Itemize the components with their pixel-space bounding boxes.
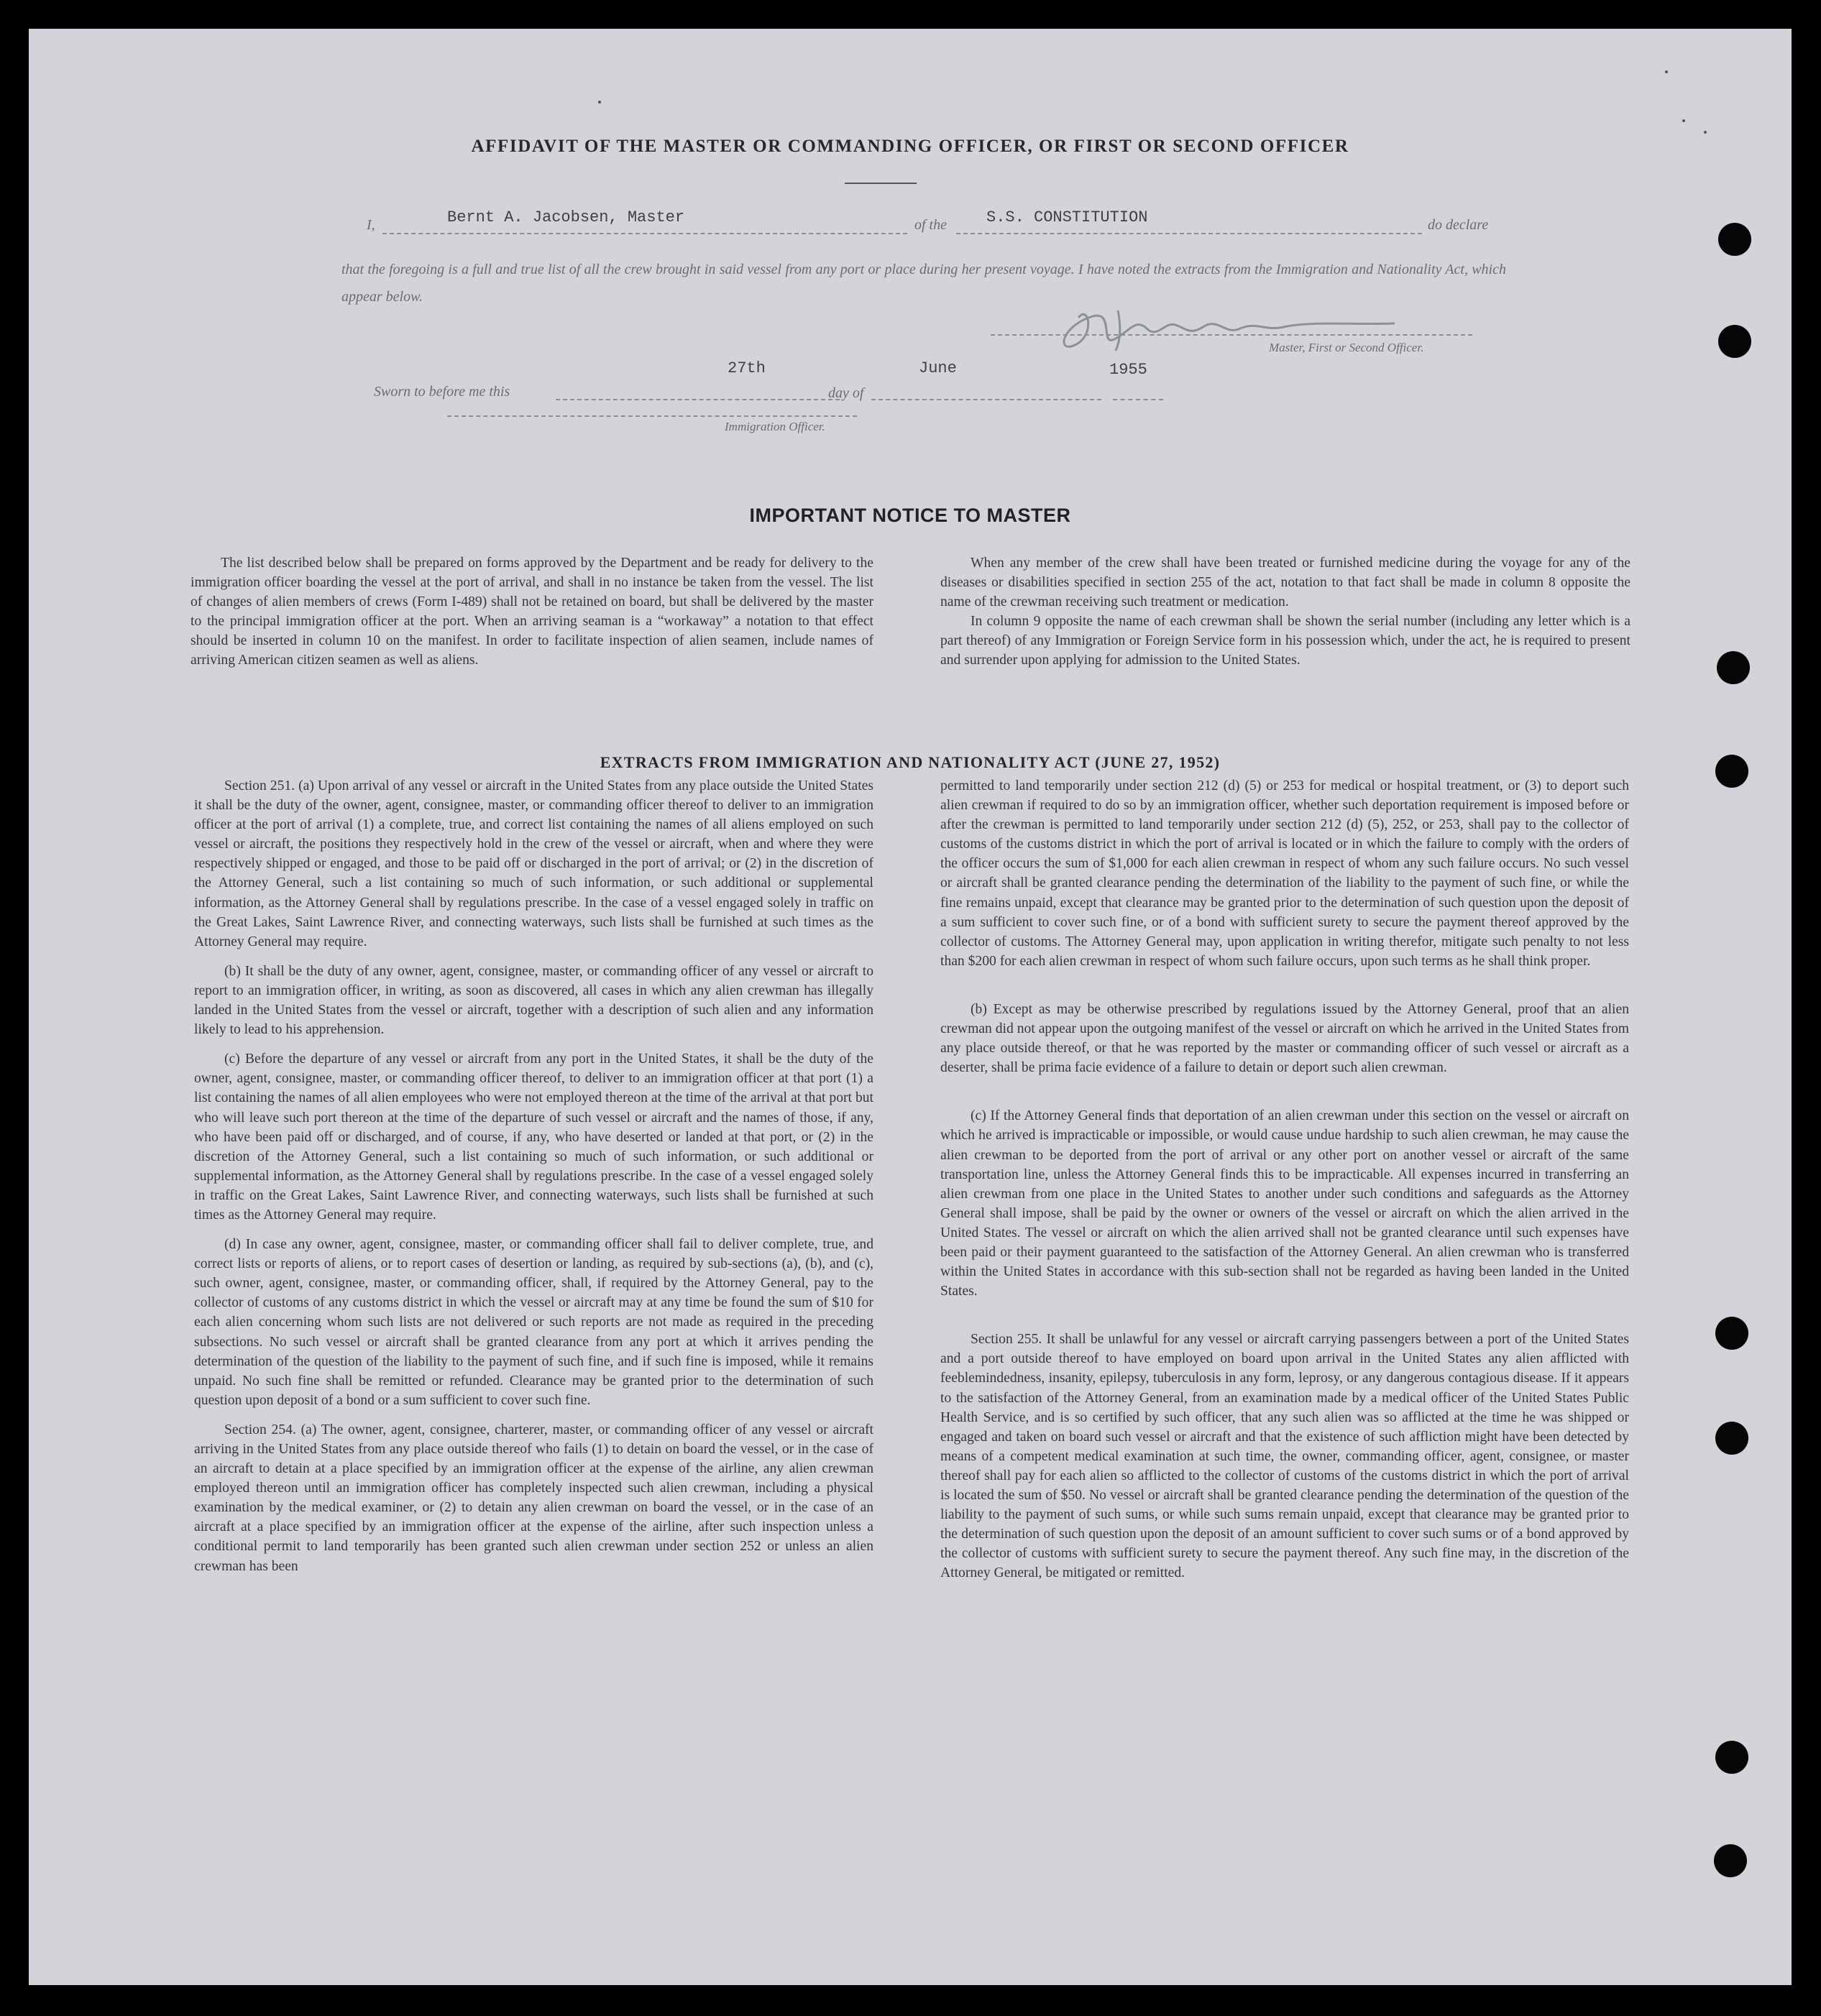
i-label: I, — [367, 217, 375, 233]
immigration-officer-line — [447, 415, 857, 417]
binder-hole — [1715, 1741, 1748, 1774]
notice-left-column — [191, 553, 873, 671]
notice-paragraph: The list described below shall be prepared on forms approved by the Department and be ready for delivery to the immigration officer boarding the vessel at the port of arrival, and shall in no instance be taken from the vessel. The list of changes of alien members of crews (Form I-489) shall not be retained on board, but shall be delivered by the master to the principal immigration officer at the port. When an arriving seaman is a “workaway” a notation to that effect should be inserted in column 10 on the manifest. In order to facilitate inspection of alien seamen, include names of arriving American citizen seamen as well as aliens. — [191, 556, 873, 668]
title-rule — [845, 183, 917, 184]
speck — [598, 101, 601, 103]
statute-paragraph: Section 255. It shall be unlawful for any vessel or aircraft carrying passengers between a port of the United States and a port outside thereof to have employed on board upon arrival in the United States any alien afflicted with feeblemindedness, insanity, epilepsy, tuberculosis in any form, leprosy, or any dangerous contagious disease. If it appears to the satisfaction of the Attorney General, from an examination made by a medical officer of the United States Public Health Service, and is so certified by such officer, that any such alien was so afflicted at the time he was shipped or engaged and taken on board such vessel or aircraft and that the existence of such affliction might have been detected by means of a competent medical examination at such time, the owner, commanding officer, agent, consignee, or master thereof shall pay for each alien so afflicted to the collector of customs of the customs district in which the port of arrival is located the sum of $50. No vessel or aircraft shall be granted clearance pending the determination of the question of the liability to the payment of such sums, or while such sums remain unpaid, except that clearance may be granted prior to the determination of such question upon the deposit of an amount sufficient to cover such sums or of a bond approved by the collector of customs with sufficient surety to secure the payment thereof. Any such fine may, in the discretion of the Attorney General, be mitigated or remitted. — [940, 1332, 1629, 1581]
binder-hole — [1718, 325, 1751, 358]
notice-right-column — [940, 553, 1630, 671]
do-declare-label: do declare — [1428, 217, 1489, 233]
day-underline — [556, 399, 840, 400]
day-value: 27th — [728, 359, 766, 377]
document-page — [29, 29, 1792, 1985]
extracts-left-column — [194, 776, 873, 1576]
sworn-label: Sworn to before me this — [374, 384, 510, 400]
statute-paragraph: (c) Before the departure of any vessel or aircraft from any port in the United States, it shall be the duty of the owner, agent, consignee, master, or commanding officer thereof, to deliver to an immigration officer at that port (1) a list containing the names of all alien employees who were not employed thereon at the time of the arrival at that port but who will leave such port thereon at the time of the departure of such vessel or aircraft and the names of those, if any, who have been paid off or discharged, and of course, if any, who have deserted or landed at that port, or (2) in the discretion of the Attorney General, such a list containing so much of such information, or such additional or supplemental information, as the Attorney General shall by regulations prescribe. In the case of a vessel engaged solely in traffic on the Great Lakes, Saint Lawrence River, and connecting waterways, such lists shall be furnished at such times as the Attorney General may require. — [194, 1051, 873, 1223]
statute-paragraph: (b) It shall be the duty of any owner, agent, consignee, master, or commanding officer of any vessel or aircraft to report to an immigration officer, in writing, as soon as discovered, all cases in which any alien crewman has illegally landed in the United States from the vessel or aircraft, together with a description of such alien and any information likely to lead to his apprehension. — [194, 963, 873, 1038]
notice-title: IMPORTANT NOTICE TO MASTER — [749, 505, 1071, 526]
immigration-officer-caption: Immigration Officer. — [725, 420, 825, 433]
signature-line — [991, 334, 1472, 336]
extracts-title: EXTRACTS FROM IMMIGRATION AND NATIONALITY ACT (JUNE 27, 1952) — [600, 753, 1221, 771]
of-the-label: of the — [914, 217, 947, 233]
speck — [1704, 131, 1707, 134]
year-underline — [1113, 399, 1163, 400]
statute-paragraph: (d) In case any owner, agent, consignee, master, or commanding officer shall fail to deliver complete, true, and correct lists or reports of aliens, or to report cases of desertion or landing, as required by sub-sections (a), (b), and (c), such owner, agent, consignee, master, or commanding officer, shall, if required by the Attorney General, pay to the collector of customs of any customs district in which the vessel or aircraft may at any time be found the sum of $10 for each alien concerning whom such lists are not delivered or such reports are not made as required in the preceding subsections. No such vessel or aircraft shall be granted clearance from any port at which it arrives pending the determination of the question of the liability to the payment of such fine, and if such fine is imposed, while it remains unpaid. No such fine shall be remitted or refunded. Clearance may be granted prior to the determination of such question upon deposit of a bond or a sum sufficient to cover such fine. — [194, 1237, 873, 1408]
speck — [1665, 70, 1668, 73]
month-value: June — [919, 359, 957, 377]
month-underline — [871, 399, 1101, 400]
day-of-label: day of — [828, 385, 864, 401]
affidavit-title: AFFIDAVIT OF THE MASTER OR COMMANDING OFFICER, OR FIRST OR SECOND OFFICER — [471, 137, 1349, 156]
vessel-underline — [956, 233, 1422, 234]
binder-hole — [1718, 223, 1751, 256]
master-name: Bernt A. Jacobsen, Master — [447, 208, 685, 226]
vessel-name: S.S. CONSTITUTION — [986, 208, 1148, 226]
binder-hole — [1714, 1844, 1747, 1877]
name-underline — [382, 233, 907, 234]
year-value: 1955 — [1109, 361, 1147, 379]
notice-paragraph: When any member of the crew shall have been treated or furnished medicine during the voyage for any of the diseases or disabilities specified in section 255 of the act, notation to that fact shall be made in column 8 opposite the name of the crewman receiving such treatment or medication. — [940, 556, 1630, 610]
signature-caption: Master, First or Second Officer. — [1269, 341, 1424, 354]
binder-hole — [1717, 651, 1750, 684]
extracts-right-column — [940, 776, 1629, 1583]
statute-paragraph: (c) If the Attorney General finds that deportation of an alien crewman under this section on the vessel or aircraft on which he arrived is impracticable or impossible, or would cause undue hardship to such alien crewman, he may cause the alien crewman to be deported from the port of arrival or any other port on another vessel or aircraft of the same transportation line, unless the Attorney General finds this to be impracticable. All expenses incurred in transferring an alien crewman from one place in the United States to another under such conditions and safeguards as the Attorney General shall impose, shall be paid by the owner or owners of the vessel or aircraft on which the alien arrived in the United States. The vessel or aircraft on which the alien arrived shall not be granted clearance until such expenses have been paid or their payment guaranteed to the satisfaction of the Attorney General. An alien crewman who is transferred within the United States in accordance with this sub-section shall not be regarded as having been landed in the United States. — [940, 1108, 1629, 1299]
notice-paragraph: In column 9 opposite the name of each crewman shall be shown the serial number (including any letter which is a part thereof) of any Immigration or Foreign Service form in his possession which, under the act, he is required to present and surrender upon applying for admission to the United States. — [940, 614, 1630, 668]
speck — [1682, 119, 1685, 122]
declaration-text: that the foregoing is a full and true list of all the crew brought in said vessel from any port or place during her present voyage. I have noted the extracts from the Immigration and Nationality Act, which appear below. — [341, 262, 1506, 305]
statute-paragraph: Section 254. (a) The owner, agent, consignee, charterer, master, or commanding officer of any vessel or aircraft arriving in the United States from any place outside thereof who fails (1) to detain on board the vessel, or in the case of an aircraft to detain at a place specified by an immigration officer at the expense of the airline, any alien crewman employed thereon until an immigration officer has completely inspected such alien crewman, including a physical examination by the medical examiner, or (2) to detain any alien crewman on board the vessel, or in the case of an aircraft at a place specified by an immigration officer at the expense of the airline, after such inspection unless a conditional permit to land temporarily has been granted such alien crewman under section 252 or unless an alien crewman has been — [194, 1422, 873, 1574]
binder-hole — [1715, 1317, 1748, 1350]
binder-hole — [1715, 1422, 1748, 1455]
statute-paragraph: Section 251. (a) Upon arrival of any vessel or aircraft in the United States from any place outside the United States it shall be the duty of the owner, agent, consignee, master, or commanding officer thereof to deliver to an immigration officer at the port of arrival (1) a complete, true, and correct list containing the names of all aliens employed on such vessel or aircraft, the positions they respectively hold in the crew of the vessel or aircraft, when and where they were respectively shipped or engaged, and those to be paid off or discharged in the port of arrival; or (2) in the discretion of the Attorney General, such a list containing so much of such information, or such additional or supplemental information, as the Attorney General shall by regulations prescribe. In the case of a vessel engaged solely in traffic on the Great Lakes, Saint Lawrence River, and connecting waterways, such lists shall be furnished at such times as the Attorney General may require. — [194, 778, 873, 949]
statute-paragraph: (b) Except as may be otherwise prescribed by regulations issued by the Attorney General, proof that an alien crewman did not appear upon the outgoing manifest of the vessel or aircraft on which he arrived in the United States from any place outside thereof, or that he was reported by the master or commanding officer of such vessel or aircraft as a deserter, shall be prima facie evidence of a failure to detain or deport such alien crewman. — [940, 1001, 1629, 1076]
statute-paragraph: permitted to land temporarily under section 212 (d) (5) or 253 for medical or hospital treatment, or (3) to deport such alien crewman if required to do so by an immigration officer, whether such deportation requirement is imposed before or after the crewman is permitted to land temporarily under section 212 (d) (5), 252, or 253, shall pay to the collector of customs of the customs district in which the port of arrival is located or in which the failure to comply with the orders of the officer occurs the sum of $1,000 for each alien crewman in respect of whom any such failure occurs. No such vessel or aircraft shall be granted clearance pending the determination of the liability to the payment of such fine, or while the fine remains unpaid, except that clearance may be granted prior to the determination of such question upon the deposit of a sum sufficient to cover such fine, or of a bond with sufficient surety to secure the payment thereof approved by the collector of customs. The Attorney General may, upon application in writing therefor, mitigate such penalty to not less than $200 for each alien crewman in respect of whom such failure occurs, upon such terms as he shall think proper. — [940, 778, 1629, 969]
